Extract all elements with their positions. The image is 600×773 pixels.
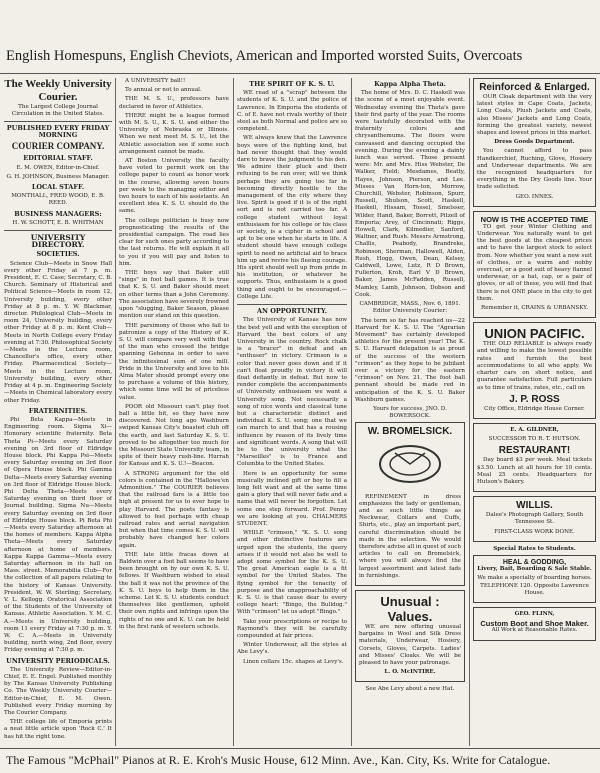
local-notice: Take your prescriptions or recipe to Raymond's they will be carefully compounded at fair prices.: [237, 618, 347, 640]
editorial-opener: A UNIVERSITY ball!!: [125, 78, 186, 84]
bromelsick-ad: [355, 422, 465, 586]
periodicals-heading: UNIVERSITY PERIODICALS.: [6, 656, 110, 665]
fraternities-text: Phi Beta Kappa—Meets in Engineering room. Sigma Xi—Honorary scientific fraternity. Beta Theta Pi—Meets every Saturday evening on 3rd floor of Eldridge House block. Phi Kappa Psi—Meets every Saturday evening on 3rd floor of Opera House block. Phi Gamma Delta—Meets every Saturday evening on 3rd floor of Eldridge House block. Phi Delta Theta—Meets every Saturday evening on third floor of Journal building. Sigma Nu—Meets every Saturday evening on 3rd floor of Eldridge House block. Pi Beta Phi—Meets every Saturday afternoon at the homes of members. Kappa Alpha Theta—Meets every Saturday afternoon at home of members. Kappa Kappa Gamma—Meets every Saturday afternoon in its hall on Mass. street. Memorabilia Club—For the collection of all papers relating to the history of Kansas University. President, W. W. Sterling; Secretary, V. L. Kellogg. Oratorical Association of the Students of the University of Kansas. Athletic Association. Y. M. C. A.—Meets in University building, room 11 every Friday at 7:30 p. m. Y. W. C. A.—Meets in University building, north wing, 2nd floor, every Friday evening at 7:30 p. m.: [4, 416, 112, 654]
kappa-heading: Kappa Alpha Theta.: [374, 80, 446, 88]
willis-subheading: Dalee's Photograph Gallery, South Tennessee St.: [485, 512, 584, 526]
mcintire-ad: [355, 590, 465, 682]
editorial-staff-heading: EDITORIAL STAFF.: [23, 154, 93, 163]
union-pacific-text: THE OLD RELIABLE is always ready and willing to make the lowest possible rates and furnish the best accommodations to all who apply. We charter cars on short notice, and guarantee satisfaction. Full particulars as to time of trains, rates, etc., call on: [477, 341, 592, 391]
gildner-name: E. A. GILDNER,: [510, 426, 559, 433]
flinn-ad: [473, 607, 596, 641]
societies-heading: SOCIETIES.: [36, 250, 80, 259]
union-pacific-ad: [473, 322, 596, 419]
bottom-advertisement: The Famous "McPhail" Pianos at R. E. Kroh's Music House, 612 Minn. Ave., Kan. City, Ks. Write for Catalogue.: [0, 748, 600, 770]
levy-hat-notice: See Abe Levy about a new Hat.: [365, 686, 455, 693]
fraternities-heading: FRATERNITIES.: [28, 406, 88, 415]
editorial-paragraph: THE parsimony of those who fail to patronize a copy of the History of K. S. U. will compare very well with that of the man who crossed the bridge spanning Gehenna in order to save the infinitesimal sum of one mill. Pride in the University and love to his Alma Mater should prompt every one to purchase a volume of this history, which some time will be of priceless value.: [119, 322, 229, 401]
closing-paragraph: THE college life of Emporia prints a neat little article upon 'Rock C.' It has hit the right tone.: [4, 719, 112, 740]
restaurant-heading: RESTAURANT!: [498, 445, 571, 457]
local-notice: Linen collars 15c. shapes at Levy's.: [243, 658, 344, 665]
opportunity-heading: AN OPPORTUNITY.: [256, 307, 328, 316]
local-notice: Winter Underwear, all the styles at Abe Levy's.: [237, 642, 347, 656]
editorial-column: [119, 78, 229, 746]
letter-body: The term so far has reached us—22 Harvard for K. S. U. The "Agrarian Movement" has certainly developed athletics for the present year! The K. S. U. Harvard delegation is as proud of the success of the western "crimson" as they hope to be jubilant over a victory for the eastern "crimson" on Nov. 21. The foot ball pennant should be made red in anticipation of the K. S. U. Baker Washburn games.: [355, 317, 465, 403]
heal-godding-text: Livery, Bait, Boarding & Sale Stable.: [477, 566, 592, 573]
mcintire-name: L. O. McINTIRE.: [384, 669, 436, 676]
heal-godding-ad: [473, 555, 596, 603]
business-heading: BUSINESS MANAGERS:: [14, 209, 102, 218]
spirit-paragraph: WE read of a "scrap" between the students of K. S. U. and the police of Lawrence. In Emporia the students of C. of E. have not rivals worthy of their steel as both Normal and police are so competent.: [237, 90, 347, 133]
published-line: PUBLISHED EVERY FRIDAY MORNING: [6, 124, 110, 140]
gildner-ad: [473, 423, 596, 492]
innes-heading: Reinforced & Enlarged.: [479, 82, 590, 93]
local-staff: MONTHALL, FRED WOOD, E. B. REED.: [11, 193, 105, 207]
editorial-paragraph: A STRONG argument for the old colors is contained in the "Hallowe'en Admonition." The COURIER believes that the railroad fare is a little too high at present for us to ever hope to play Harvard. The poets fantasy is allowed to feel perhaps with cheap railroad rates and aerial navigation but when that time comes K. S. U. will probably have changed her colors again.: [119, 470, 229, 549]
ross-name: J. P. ROSS: [509, 393, 560, 405]
flinn-heading: Custom Boot and Shoe Maker.: [480, 619, 589, 629]
kappa-paragraph: The home of Mrs. D. C. Haskell was the scene of a most enjoyable event. Wednesday evening the Theta's gave their first party of the year. The rooms were tastefully decorated with the fraternity colors and chrysanthemums. The floors were canvassed and dancing occupied the evening. During the evening a dainty lunch was served. Those present were: Mr. and Mrs. Hiss Webster, De Walker, Field; Mesdames, Beatty, Hayes, Johnson, Pierson, and Lee. Misses Van Horn-ton, Morrow, Churchill, Webster, Robinson, Spurr, Russell, Shulson, Scott, Haskell, Haskell, Hissam, Tossel, Smelsser, Wilder, Hand, Baker, Borrett, Pitzell of Emporia; Arey, of Cincinnati; Riggs, Howell, Clark, Kilmedier, Sanford, Waltner, and Rush. Messrs Armstrong, Challis, Peabody, Brandreke, Robinson, Sherman, Hallowell, Alden, Rush, Hogg, Owen, Dean, Kelsey, Caldwell, Lowe, Lutz, R D Brown, Fullerton, Kroh, Earl V D Brown, Baker, James McFadden, Russell, Mamley, Lamb, Johnson, Dobson and Cook.: [355, 90, 465, 298]
flinn-name: GEO. FLINN,: [514, 610, 555, 617]
local-staff-heading: LOCAL STAFF.: [31, 183, 85, 192]
bromelsick-text: REFINEMENT in dress emphasizes the lady or gentleman, and as such little things as Neckwear, Collars and Cuffs, Shirts, etc., play an important part, careful discrimination should be made in the selection. We would therefore advise all in quest of such articles to call on Bromelsick, where you will always find the largest assortment and latest fads in furnishings.: [359, 493, 461, 579]
innes-ad: [473, 78, 596, 207]
letter-signature: Yours for success, JNO. D. BOWERSOCK.: [373, 405, 447, 420]
special-rates: Special Rates to Students.: [493, 545, 576, 552]
editorial-paragraph: The college politician is busy now prognosticating the results of the presidential campaign. The road lies clear for such ones party according to the last returns. He will explain it all to you if you will pay and listen to him.: [119, 217, 229, 267]
ross-office: City Office, Eldridge House Corner.: [484, 405, 585, 412]
union-pacific-heading: UNION PACIFIC.: [484, 326, 585, 342]
masthead-column: [4, 78, 112, 746]
heal-godding-sub: We make a specialty of boarding horses. TELEPHONE 120. Opposite Lawrence House.: [477, 575, 592, 596]
staff-line-1: E. M. OWEN, Editor-in-Chief.: [16, 164, 100, 171]
innes-subheading: Dress Goods Department.: [494, 139, 575, 146]
masthead-title: The Weekly University Courier.: [4, 78, 112, 103]
willis-text: FIRST-CLASS WORK DONE.: [494, 528, 575, 535]
unusual-values-heading: Unusual : Values.: [380, 593, 440, 624]
editorial-paragraph: THE boys say that Baker still "sings" in foot ball games. It is true that K. S. U. and Baker should meet on other terms than a John Ceremony. The association have severely frowned upon "slugging, Baker Season, please mention our stand on this question.: [119, 270, 229, 320]
business-managers: H. W. SCHOTT, E. B. WHITMAN: [12, 219, 104, 226]
spirit-column: [237, 78, 347, 746]
collar-illustration: [359, 441, 461, 490]
restaurant-text: Day board $3 per week. Meal tickets $3.50. Lunch at all hours for 10 cents. Meal 25 cents. Headquarters for Hutson's Bakery.: [477, 457, 592, 485]
editorial-paragraph: THE late little fracas down at Baldwin over a foot ball seems to have been brought on by our own K. S. U. fellows. If Washburn wished to steal the ball it was not the province of the K. S. U. boys to help them in the scheme. Let K. S. U. students conduct themselves like gentlemen, uphold their own rights and infringe upon the rights of no one and K. U. can be held in the first rank of western schools.: [119, 551, 229, 630]
editorial-paragraph: THERE might be a league formed with M. S. U., K. S. U. and either the University of Nebraska or Illinois. When we next meet M. S. U., let the Athletic association see if some such arrangement cannot be made.: [119, 112, 229, 155]
advertisement-column: [473, 78, 596, 746]
innes-text: OUR Cloak department with the very latest styles in Cape Coats, Jackets, Long Coats, Plush Jackets and Coats, also Misses' Jackets and Long Coats, forming the greatest variety, newest shapes and lowest prices in this market.: [477, 94, 592, 137]
flinn-text: All Work at Reasonable Rates.: [491, 627, 578, 634]
editorial-paragraph: POOR old Missouri can't play foot ball a little bit, so they have now discovered. Not long ago Washburn swiped Kansas City's boasted club off the earth, and last Saturday K. S. U. proved to be altogether too much for the Missouri State University team, in spite of their heavy rush-line. Hurrah for Kansas and K. S. U.!—Beacon.: [119, 403, 229, 468]
spirit-heading: THE SPIRIT OF K. S. U.: [249, 80, 335, 88]
crains-heading: NOW IS THE ACCEPTED TIME: [480, 214, 589, 224]
directory-heading: UNIVERSITY DIRECTORY.: [30, 233, 86, 250]
opportunity-paragraph: The University of Kansas has now the best yell and with the exception of Harvard the best colors of any University in the country. Rock chalk is a "bracer" in defeat and an "enthuser" in victory. Crimson is a color that never goes down and if it can't float proudly in victory it will float defiantly in defeat. But now to render complete the accompaniments of University enthusiasm we want a University song. Not necessarily a song of nice words and classical tune but a characteristic distinct and individual K. S. U. song; one that we can march to and that has a rousing influence by reason of its lively time and significant words. A song that will be to the university what the "Marseilles" is to France and Columbia to the United States.: [237, 317, 347, 468]
innes-text-2: You cannot afford to pass Handkerchief, Ruching, Glove, Hosiery and Underwear departments. We are the recognized headquarters for everything in the Dry Goods line. Your trade solicited.: [477, 148, 592, 191]
periodicals-text: The University Review—Editor-in-Chief, E. E. Engel. Published monthly by The Kansas University Publishing Co. The Weekly University Courier—Editor-in-Chief, E. M. Owen. Published every Friday morning by The Courier Company.: [4, 666, 112, 717]
staff-line-2: G. H. JOHNSON, Business Manager.: [6, 173, 110, 180]
collar-icon: [375, 441, 445, 487]
bromelsick-name: W. BROMELSICK.: [367, 426, 453, 438]
societies-text: Science Club—Meets in Snow Hall every other Friday at 7 p. m. President, E. C. Case; Secretary, C. B. Church. Seminary of Historical and Political Science—Meets in room 12, University building, every other Friday at 8 p. m. Y. W. Blackmar, director. Philological Club—Meets in room 24, University building, every other Friday at 8 p. m. Kent Club—Meets in North College every Friday evening at 7:30. Philosophical Society—Meets in the Lecture room, Chancellor's office, every other Friday. Pharmaceutical Society—Meets in the Lecture room, University building, every other Friday at 4 p. m. Engineering Society—Meets in Chemical laboratory every other Friday.: [4, 260, 112, 404]
symbol-paragraph: WHILE "crimson," "K. S. U. song and other distinctive features are urged upon the students, the query arises if it would not also be well to adopt some symbol for the K. S. U. The great American eagle is a fit symbol for the United States. The flying symbol for the tenacity of purpose and the unapproachability of K. S. U. is that cause dear to every college heart: "Bingo, the Bulldog." With "crimson" let us adopt "Bingo.": [237, 530, 347, 616]
editorial-paragraph: THE M. S. U., professors have declared in favor of Athletics.: [119, 96, 229, 110]
crains-signature: Remember it, CRAINS & URBANSKY.: [481, 305, 588, 312]
editorial-paragraph: To annual or not to annual.: [125, 87, 202, 94]
crains-text: TO get your Winter Clothing and Underwear. You naturally want to get the best goods at the cheapest prices and to have the largest stock to select from. Now whether you want a new suit of clothes, or a warm and nobby overcoat, or a good suit of heavy flannel underwear, or a hat, cap, or a pair of gloves, or all of these, you will find that there is not ONE place in the city to get them.: [477, 223, 592, 302]
letter-dateline: CAMBRIDGE, MASS., Nov. 6, 1891. Editor University Courier:: [359, 301, 461, 315]
mcintire-text: WE are now offering unusual bargains in Wool and Silk Dress materials, Underwear, Hosiery, Corsets, Gloves, Carpets. Ladies' and Misses' Cloaks. We will be pleased to have your patronage.: [359, 623, 461, 666]
editorial-paragraph: AT Boston University the faculty have voted to permit work on the college paper to count as honor work in the course, allowing seven hours per week to the managing editor and two hours to each of his assistants. An excellent idea K. S. U. should do the same.: [119, 158, 229, 215]
masthead-subtitle: The Largest College Journal Circulation in the United States.: [11, 104, 105, 117]
crains-ad: [473, 211, 596, 318]
spirit-paragraph: WE always knew that the Lawrence boys were of the fighting kind, but had never thought that they would dare to brave the judgment to his den. We admire their pluck and their refusing to be run over, will we think perhaps they are going too far in becoming directly hostile to the management of the city where they live. Spirit is good if it is of the right sort and is not carried too far. A college student without loyal enthusiasm for his college or his class or society, is a cipher in school and apt to be one when he starts in life. A student should have enough college spirit to need no artificial aid to brace him up and revive his fleeing courage. His spirit should well up from pride in his institution, or whatever he supports. Thus, enthusiasm is a good thing and ought to be encouraged.—College Life.: [237, 135, 347, 300]
top-advertisement: English Homespuns, English Cheviots, American and Imported worsted Suits, Overcoats: [0, 40, 600, 74]
willis-ad: [473, 496, 596, 542]
heal-godding-heading: HEAL & GODDING,: [502, 558, 567, 566]
willis-heading: WILLIS.: [516, 500, 553, 512]
opportunity-paragraph: Here is an opportunity for some musically inclined gift or boy to fill a long felt want and at the same time gain a glory that will never fade and a name that will never be forgotten. Let some one step forward. Prof. Penny we are looking at you. CHALMERS STUDENT.: [237, 470, 347, 527]
society-column: [355, 78, 465, 746]
publisher-name: COURIER COMPANY.: [11, 141, 105, 152]
gildner-successor: SUCCESSOR TO R. T. HUTSON.: [488, 436, 581, 443]
innes-signature: GEO. INNES.: [515, 193, 554, 200]
